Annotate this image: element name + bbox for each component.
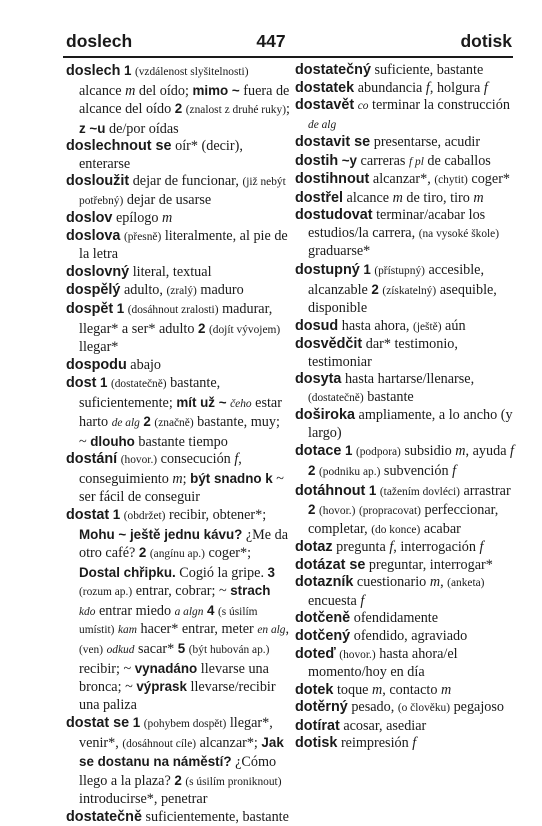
headword: dospět [66, 301, 114, 318]
entry-text: de caballos [423, 152, 491, 169]
dictionary-entry [295, 539, 517, 557]
entry-text: suficientemente, bastante [141, 808, 289, 825]
grammar-note: (s úsilím umístit) [79, 605, 258, 637]
dictionary-entry [66, 506, 290, 714]
bold-phrase: výprask [136, 679, 187, 695]
headword: dotace [295, 443, 342, 460]
entry-text: ¿Cómo llego a la plaza? [79, 754, 277, 789]
entry-text: dejar de funcionar, [129, 173, 243, 190]
bold-phrase: ~y [341, 152, 357, 168]
left-column [66, 62, 290, 826]
headword: dost [66, 375, 97, 392]
grammar-note: (dostatečně) [308, 391, 364, 404]
header-rule [63, 56, 513, 58]
entry-text: , [285, 621, 290, 638]
entry-text: ; [285, 101, 290, 118]
dictionary-entry [295, 699, 517, 718]
grammar-note: (do konce) [371, 523, 421, 536]
bold-phrase: 1 [116, 301, 125, 317]
entry-text: estar harto [79, 394, 282, 431]
headword: dostavět [295, 97, 355, 114]
italic-note: en alg [257, 624, 286, 637]
gender-label: m [162, 210, 173, 227]
gender-label: m [372, 681, 383, 698]
bold-phrase: 1 [368, 482, 377, 498]
entry-text: terminar/acabar los estudios/la carrera, [308, 207, 486, 241]
bold-phrase: dlouho [90, 433, 135, 449]
gender-label: m [172, 471, 183, 488]
entry-text: bastante tiempo [134, 433, 228, 450]
entry-text: aún [441, 317, 466, 334]
entry-text: , interrogación [393, 539, 480, 556]
entry-text: , conseguimiento [79, 451, 242, 488]
headword: dotázat se [295, 556, 366, 573]
page-number: 447 [256, 31, 286, 51]
bold-phrase: 2 [197, 320, 206, 336]
dictionary-entry [66, 714, 290, 809]
grammar-note: (dosáhnout zralosti) [127, 304, 219, 317]
dictionary-entry [66, 62, 290, 138]
grammar-note: (vzdálenost slyšitelnosti) [134, 66, 249, 78]
entry-text: , ayuda [465, 443, 511, 460]
dictionary-entry [295, 610, 517, 628]
entry-text: llegar*, venir*, [79, 715, 273, 751]
grammar-note: (přesně) [123, 230, 162, 243]
headword: doslova [66, 227, 121, 244]
dictionary-entry [295, 207, 517, 261]
headword: dostupný [295, 262, 360, 279]
entry-text: bastante, muy; ~ [79, 414, 280, 450]
gender-label: f [412, 735, 417, 752]
headword: dosud [295, 317, 339, 334]
entry-text: suficiente, bastante [370, 62, 484, 78]
gender-label: m [429, 574, 441, 591]
grammar-note: (značně) [154, 417, 194, 430]
bold-phrase: 2 [143, 414, 151, 430]
headword: doslov [66, 210, 113, 227]
bold-phrase: 5 [177, 640, 186, 656]
dictionary-entry [66, 173, 290, 210]
grammar-note: (podpora) [355, 446, 401, 459]
gender-label: m [392, 189, 403, 206]
italic-note: kam [118, 624, 137, 637]
dictionary-entry [295, 62, 517, 80]
headword: dotírat [295, 717, 340, 734]
running-head-first-word: doslech [66, 31, 133, 51]
grammar-note: (chytit) [434, 174, 468, 187]
bold-phrase: 2 [174, 772, 182, 788]
dictionary-entry [66, 210, 290, 228]
headword: dotazník [295, 574, 354, 591]
entry-text: entrar miedo [95, 602, 175, 619]
entry-text: dejar de usarse [123, 191, 212, 208]
headword: dostavit se [295, 134, 371, 151]
entry-text: sacar* [134, 640, 178, 657]
entry-text: pesado, [347, 699, 398, 716]
entry-text: presentarse, acudir [370, 134, 481, 151]
entry-text: fuera de alcance del oído [79, 82, 290, 118]
bold-phrase: 2 [308, 463, 316, 479]
italic-note: co [357, 100, 369, 113]
entry-text: llegar* [79, 339, 119, 356]
dictionary-entry [295, 628, 517, 646]
dictionary-entry [295, 371, 517, 407]
grammar-note: (znalost z druhé ruky) [185, 104, 286, 117]
bold-phrase: 2 [174, 101, 183, 117]
dictionary-entry [295, 442, 517, 481]
entry-text: cuestionario [353, 574, 430, 591]
entry-text: preguntar, interrogar* [365, 556, 493, 573]
headword: dostat se [66, 715, 130, 732]
entry-text: reimpresión [337, 735, 413, 752]
entry-text: abundancia [354, 79, 426, 96]
grammar-note: (s úsilím proniknout) [185, 775, 282, 788]
headword: dostatek [295, 79, 355, 96]
entry-text: , contacto [382, 681, 441, 698]
entry-text: ; [182, 471, 191, 488]
entry-text: maduro [196, 281, 244, 298]
entry-text: recibir; ~ [79, 660, 135, 677]
headword: dostatečný [295, 62, 371, 78]
entry-text: ofendidamente [350, 610, 439, 627]
gender-label: m [125, 82, 136, 99]
headword: dosloužit [66, 173, 130, 190]
gender-label: f [425, 79, 430, 96]
headword: dotek [295, 681, 334, 698]
dictionary-entry [66, 264, 290, 282]
gender-label: f [479, 539, 484, 556]
entry-text: , holgura [429, 79, 484, 96]
entry-text: alcanzar*, [369, 171, 435, 188]
headword: dotisk [295, 735, 338, 752]
italic-note: odkud [106, 643, 135, 656]
headword: doširoka [295, 407, 355, 424]
entry-text: bastante [363, 388, 414, 405]
dictionary-entry [66, 357, 290, 375]
grammar-note: (získatelný) [382, 284, 437, 297]
bold-phrase: vynadáno [134, 660, 198, 676]
dictionary-entry [295, 134, 517, 152]
bold-phrase: 3 [267, 564, 275, 580]
entry-text: ¿Me da otro café? [79, 526, 289, 562]
italic-note: kdo [79, 605, 96, 618]
entry-text: literalmente, al pie de la letra [79, 227, 288, 263]
dictionary-entry [66, 451, 290, 506]
entry-text: oír* (decir), enterarse [79, 138, 243, 172]
grammar-note: (podniku ap.) [319, 466, 381, 479]
bold-phrase: Mohu ~ ještě jednu kávu? [79, 526, 243, 542]
entry-text: subsidio [400, 443, 456, 460]
entry-text: terminar la construcción [368, 97, 510, 114]
entry-text: carreras [357, 152, 409, 169]
bold-phrase: 2 [308, 502, 316, 518]
entry-text: adulto, [120, 281, 167, 298]
entry-text: hasta hartarse/llenarse, [341, 371, 475, 388]
dictionary-entry [295, 171, 517, 190]
entry-text: perfeccionar, completar, [308, 502, 499, 537]
bold-phrase: 2 [371, 281, 379, 297]
headword: dostatečně [66, 808, 142, 825]
entry-text: llevarse/recibir una paliza [79, 679, 276, 713]
gender-label: m [473, 189, 484, 206]
grammar-note: (pohybem dospět) [143, 718, 227, 731]
dictionary-entry [295, 336, 517, 371]
grammar-note: (dostatečně) [110, 378, 167, 391]
entry-text: toque [333, 681, 373, 698]
bold-phrase: strach [230, 583, 271, 599]
gender-label: m [440, 681, 452, 698]
dictionary-entry [295, 482, 517, 540]
grammar-note: (anketa) [447, 577, 485, 590]
italic-note: čeho [230, 397, 252, 410]
grammar-note: (rozum ap.) [79, 586, 133, 599]
grammar-note: (být hubován ap.) [188, 643, 270, 656]
dictionary-entry [295, 718, 517, 736]
headword: dostřel [295, 189, 343, 206]
headword: dostudovat [295, 207, 373, 224]
bold-phrase: 4 [206, 602, 215, 618]
grammar-note: (přístupný) [374, 265, 425, 278]
headword: doslechnout se [66, 138, 172, 155]
entry-text: abajo [126, 356, 162, 373]
dictionary-entry [295, 152, 517, 172]
entry-text: arrastrar [459, 482, 511, 499]
entry-text: ~ ser fácil de conseguir [79, 471, 284, 505]
gender-label: f [452, 463, 457, 480]
headword: dotčeně [295, 610, 351, 627]
bold-phrase: 1 [344, 443, 353, 459]
dictionary-entry [295, 407, 517, 442]
entry-text: encuesta [308, 592, 361, 609]
dictionary-entry [66, 300, 290, 357]
headword: dospodu [66, 356, 127, 373]
bold-phrase: 1 [363, 262, 371, 278]
dictionary-entry [66, 809, 290, 826]
entry-text: introducirse*, penetrar [79, 791, 208, 808]
entry-text: de/por oídas [105, 120, 179, 137]
dictionary-entry [295, 557, 517, 575]
headword: dosyta [295, 371, 342, 388]
entry-text: llevarse una bronca; ~ [79, 660, 269, 696]
dictionary-entry [295, 80, 517, 98]
bold-phrase: Jak se dostanu na náměstí? [79, 734, 284, 770]
dictionary-entry [295, 574, 517, 610]
grammar-note: (dosáhnout cíle) [122, 737, 197, 750]
headword: doslovný [66, 264, 130, 281]
italic-note: a algn [174, 605, 204, 618]
gender-label: m [455, 443, 466, 460]
entry-text: pregunta [332, 539, 390, 556]
entry-text: , [440, 574, 448, 591]
headword: dotáhnout [295, 482, 366, 499]
bold-phrase: 1 [132, 715, 141, 731]
italic-note: f pl [408, 155, 424, 168]
entry-text: alcance [342, 189, 393, 206]
headword: doslech [66, 63, 121, 79]
dictionary-entry [295, 190, 517, 208]
grammar-note: (propracovat) [358, 505, 421, 518]
entry-text: asequible, disponible [308, 281, 497, 317]
grammar-note: (dojít vývojem) [208, 323, 281, 336]
entry-text: ofendido, agraviado [350, 627, 468, 644]
dictionary-entry [66, 282, 290, 301]
running-head-last-word: dotisk [460, 31, 512, 51]
entry-text: epílogo [112, 210, 163, 227]
headword: doteď [295, 645, 336, 662]
entry-text: hacer* entrar, meter [136, 621, 258, 638]
bold-phrase: 1 [123, 63, 132, 78]
grammar-note: (zralý) [166, 284, 197, 297]
grammar-note: (již nebýt potřebný) [79, 176, 286, 207]
entry-text: dar* testimonio, testimoniar [308, 336, 458, 370]
gender-label: f [483, 79, 488, 96]
headword: dostih [295, 152, 339, 169]
grammar-note: (hovor.) [319, 505, 356, 518]
entry-text: madurar, llegar* a ser* adulto [79, 301, 273, 337]
bold-phrase: 2 [138, 545, 147, 561]
headword: dosvědčit [295, 336, 363, 353]
dictionary-entry [66, 374, 290, 451]
dictionary-entry [295, 261, 517, 318]
bold-phrase: být snadno k [190, 471, 273, 487]
gender-label: f [510, 443, 514, 460]
headword: dospělý [66, 281, 121, 298]
gender-label: f [389, 539, 394, 556]
entry-text: literal, textual [129, 264, 212, 281]
entry-text: recibir, obtener*; [165, 507, 267, 524]
bold-phrase: mít už ~ [176, 394, 227, 410]
grammar-note: (ven) [79, 643, 104, 656]
dictionary-entry [295, 735, 517, 753]
entry-text: acosar, asediar [339, 717, 427, 734]
grammar-note: (tažením dovléci) [379, 485, 460, 498]
entry-text: hasta ahora, [338, 317, 414, 334]
grammar-note: (o člověku) [397, 702, 451, 715]
bold-phrase: mimo ~ [192, 82, 240, 98]
entry-text: bastante, suficientemente; [79, 375, 221, 411]
entry-text: alcanzar*; [196, 734, 262, 751]
grammar-note: (na vysoké škole) [418, 227, 500, 240]
entry-text: accesible, alcanzable [308, 262, 485, 298]
headword: dotaz [295, 539, 333, 556]
entry-text: consecución [157, 451, 235, 468]
bold-phrase: 1 [99, 375, 108, 391]
dictionary-entry [295, 682, 517, 700]
grammar-note: (hovor.) [339, 648, 376, 661]
headword: dostihnout [295, 171, 370, 188]
italic-note: de alg [308, 118, 337, 131]
headword: dotčený [295, 627, 351, 644]
entry-text: de tiro, tiro [402, 189, 474, 206]
grammar-note: (obdržet) [123, 510, 166, 523]
entry-text: entrar, cobrar; ~ [132, 583, 231, 600]
entry-text: graduarse* [308, 243, 371, 260]
entry-text: hasta ahora/el momento/hoy en día [308, 645, 458, 681]
headword: dostání [66, 451, 118, 468]
gender-label: f [234, 451, 239, 468]
italic-note: de alg [111, 417, 140, 430]
entry-text: coger* [467, 171, 511, 188]
bold-phrase: Dostal chřipku. [79, 564, 176, 580]
entry-text: Cogió la gripe. [175, 564, 268, 581]
entry-text: del oído; [135, 82, 193, 99]
dictionary-entry [295, 318, 517, 337]
entry-text: pegajoso [450, 699, 504, 716]
headword: dotěrný [295, 699, 348, 716]
entry-text: subvención [380, 463, 453, 480]
entry-text: alcance [79, 82, 126, 99]
dictionary-entry [66, 228, 290, 264]
grammar-note: (angínu ap.) [149, 548, 205, 561]
grammar-note: (hovor.) [120, 454, 158, 467]
bold-phrase: z ~u [79, 120, 106, 136]
bold-phrase: 1 [112, 507, 121, 523]
right-column [295, 62, 517, 753]
entry-text: acabar [420, 520, 461, 537]
gender-label: f [360, 592, 365, 609]
dictionary-entry [66, 138, 290, 173]
dictionary-entry [295, 646, 517, 682]
dictionary-entry [295, 97, 517, 134]
grammar-note: (ještě) [413, 320, 442, 333]
entry-text: ampliamente, a lo ancho (y largo) [308, 407, 513, 441]
entry-text: coger*; [204, 545, 252, 562]
headword: dostat [66, 507, 110, 524]
